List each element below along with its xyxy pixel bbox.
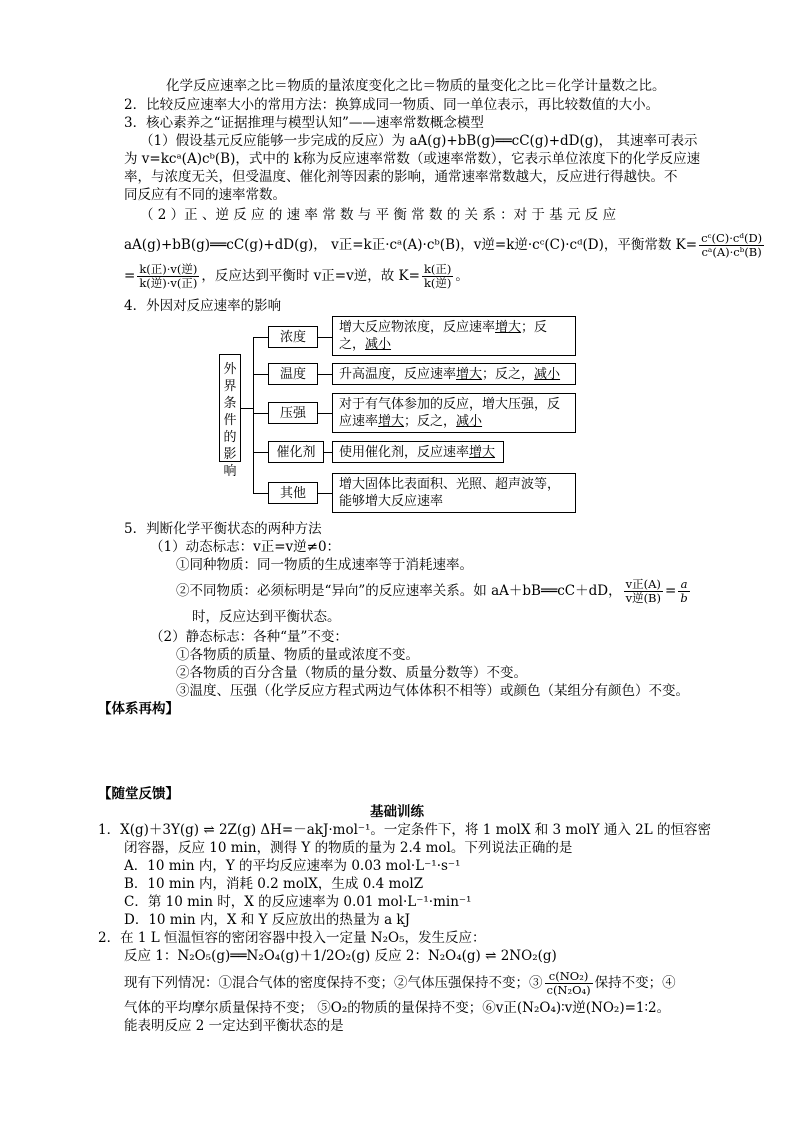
- equilibrium-text: ，反应达到平衡时 v正=v逆，故 K=: [201, 268, 420, 284]
- factor-other: 其他: [268, 482, 318, 504]
- option-a[interactable]: A．10 min 内，Y 的平均反应速率为 0.03 mol·L⁻¹·s⁻¹: [124, 858, 461, 874]
- ab-den: b: [680, 591, 688, 605]
- option-d[interactable]: D．10 min 内，X 和 Y 反应放出的热量为 a kJ: [124, 912, 411, 928]
- item-2: 2．比较反应速率大小的常用方法：换算成同一物质、同一单位表示，再比较数值的大小。: [124, 97, 660, 113]
- branch-line-2: [253, 374, 268, 375]
- conditions-text-end: 保持不变；④: [594, 975, 676, 991]
- question-1-stem-a: 1．X(g)＋3Y(g) ⇌ 2Z(g) ΔH=－akJ·mol⁻¹。一定条件下，将 1 molX 和 3 molY 通入 2L 的恒容密: [98, 822, 712, 838]
- diagram-trunk: [253, 337, 254, 493]
- v-ratio-den: v逆(B): [625, 591, 661, 605]
- ab-num: a: [678, 578, 689, 592]
- rate-frac-den: k(逆)·v(正): [139, 276, 198, 290]
- k-ratio-fraction: [422, 263, 453, 290]
- k-ratio-den: k(逆): [423, 276, 452, 290]
- k-ratio-num: k(正): [423, 262, 452, 276]
- section-suitang: 【随堂反馈】: [98, 786, 179, 802]
- desc-key: 增大: [456, 367, 483, 382]
- different-substance: [176, 578, 692, 605]
- ab-fraction: [678, 578, 689, 605]
- question-1-stem-b: 闭容器，反应 10 min，测得 Y 的物质的量为 2.4 mol。下列说法正确的是: [124, 840, 573, 856]
- k-frac-num: cᶜ(C)·cᵈ(D): [701, 231, 763, 245]
- para-1-line-c: 率，与浓度无关，但受温度、催化剂等因素的影响，通常速率常数越大，反应进行得越快。不: [124, 169, 678, 185]
- desc-key: 增大: [378, 414, 405, 429]
- para-1-line-b: 为 v=kcᵃ(A)cᵇ(B)，式中的 k称为反应速率常数（或速率常数），它表示单位浓度下的化学反应速: [124, 151, 701, 167]
- diagram-root-connector: [241, 408, 253, 409]
- factor-concentration: 浓度: [268, 326, 318, 348]
- question-2-conditions: [124, 970, 676, 997]
- eq-sign: =: [665, 583, 677, 599]
- period: 。: [455, 268, 469, 284]
- dynamic-sign: （1）动态标志：v正=v逆≠0：: [150, 539, 341, 555]
- question-2-conditions-b: 气体的平均摩尔质量保持不变； ⑤O₂的物质的量保持不变；⑥v正(N₂O₄)∶v逆(NO₂)=1∶2。: [124, 1000, 671, 1016]
- concentration-ratio-fraction: [545, 970, 593, 997]
- para-2-line-b: [124, 232, 766, 259]
- different-substance-end: 时，反应达到平衡状态。: [192, 609, 341, 625]
- item-4-title: 4．外因对反应速率的影响: [124, 298, 282, 314]
- desc-text: 对于有气体参加的反应，增大压强，反应速率: [339, 397, 561, 429]
- link-line-2: [318, 374, 332, 375]
- ratio-statement: 化学反应速率之比＝物质的量浓度变化之比＝物质的量变化之比＝化学计量数之比。: [166, 78, 666, 94]
- desc-text: 升高温度，反应速率: [339, 367, 457, 382]
- static-2: ②各物质的百分含量（物质的量分数、质量分数等）不变。: [176, 665, 527, 681]
- desc-temperature: [332, 363, 576, 385]
- question-2-ask: 能表明反应 2 一定达到平衡状态的是: [124, 1018, 344, 1034]
- k-fraction: [699, 232, 764, 259]
- conditions-text: 现有下列情况：①混合气体的密度保持不变；②气体压强保持不变；③: [124, 975, 543, 991]
- factor-temperature: 温度: [268, 363, 318, 385]
- desc-key: 减小: [456, 414, 483, 429]
- desc-text: 增大反应物浓度，反应速率: [339, 320, 496, 335]
- para-2-line-a: （ 2 ）正 、逆 反 应 的 速 率 常 数 与 平 衡 常 数 的 关 系 ：对 于 基 元 反 应: [140, 207, 617, 223]
- desc-concentration: [332, 316, 576, 356]
- desc-text: ；反之，: [482, 367, 535, 382]
- desc-pressure: [332, 393, 576, 433]
- branch-line-5: [253, 493, 268, 494]
- question-2-reactions: 反应 1：N₂O₅(g)══N₂O₄(g)＋1/2O₂(g) 反应 2：N₂O₄(g) ⇌ 2NO₂(g): [124, 948, 557, 964]
- rate-frac-num: k(正)·v(逆): [139, 262, 198, 276]
- desc-other: [332, 473, 576, 513]
- desc-text: 增大固体比表面积、光照、超声波等，能够增大反应速率: [339, 477, 561, 509]
- basic-training-title: 基础训练: [370, 804, 424, 820]
- conc-ratio-den: c(N₂O₄): [546, 983, 591, 997]
- branch-line-4: [253, 452, 268, 453]
- factor-catalyst: 催化剂: [268, 441, 324, 463]
- item-3-title: 3．核心素养之“证据推理与模型认知”——速率常数概念模型: [124, 115, 484, 131]
- item-5-title: 5．判断化学平衡状态的两种方法: [124, 521, 322, 537]
- static-3: ③温度、压强（化学反应方程式两边气体体积不相等）或颜色（某组分有颜色）不变。: [176, 683, 689, 699]
- link-line-3: [318, 413, 332, 414]
- para-2-line-c: [124, 263, 469, 290]
- desc-key: 增大: [469, 445, 496, 460]
- desc-text: ；反之，: [339, 320, 548, 352]
- desc-text: 使用催化剂，反应速率: [339, 445, 470, 460]
- diagram-root-box: 外界条件的影响: [219, 354, 241, 462]
- para-2-eq-text: aA(g)+bB(g)══cC(g)+dD(g)， v正=k正·cᵃ(A)·cᵇ(B)，v逆=k逆·cᶜ(C)·cᵈ(D)，平衡常数 K=: [124, 237, 698, 253]
- static-1: ①各物质的质量、物质的量或浓度不变。: [176, 647, 419, 663]
- para-1-line-d: 同反应有不同的速率常数。: [124, 187, 286, 203]
- option-c[interactable]: C．第 10 min 时，X 的反应速率为 0.01 mol·L⁻¹·min⁻¹: [124, 894, 472, 910]
- k-frac-den: cᵃ(A)·cᵇ(B): [701, 245, 762, 259]
- para-1-line-a: （1）假设基元反应能够一步完成的反应）为 aA(g)+bB(g)══cC(g)+dD(g)， 其速率可表示: [140, 133, 698, 149]
- branch-line-3: [253, 413, 268, 414]
- rate-fraction: [137, 263, 199, 290]
- conc-ratio-num: c(NO₂): [545, 970, 593, 984]
- link-line-1: [318, 337, 332, 338]
- static-sign: （2）静态标志：各种“量”不变：: [150, 629, 348, 645]
- same-substance: ①同种物质：同一物质的生成速率等于消耗速率。: [176, 557, 473, 573]
- different-text: ②不同物质：必须标明是“异向”的反应速率关系。如 aA＋bB══cC＋dD，: [176, 583, 622, 599]
- desc-key: 减小: [534, 367, 561, 382]
- desc-key: 减小: [365, 337, 392, 352]
- section-tixi: 【体系再构】: [98, 701, 179, 717]
- question-2-stem-a: 2．在 1 L 恒温恒容的密闭容器中投入一定量 N₂O₅，发生反应：: [98, 930, 486, 946]
- option-b[interactable]: B．10 min 内，消耗 0.2 molX，生成 0.4 molZ: [124, 876, 424, 892]
- branch-line-1: [253, 337, 268, 338]
- desc-text: ；反之，: [404, 414, 457, 429]
- link-line-4: [324, 452, 332, 453]
- desc-key: 增大: [495, 320, 522, 335]
- v-ratio-fraction: [624, 578, 663, 605]
- eq-sign: =: [124, 268, 136, 284]
- factor-pressure: 压强: [268, 402, 318, 424]
- v-ratio-num: v正(A): [624, 578, 663, 592]
- desc-catalyst: [332, 441, 504, 463]
- link-line-5: [318, 493, 332, 494]
